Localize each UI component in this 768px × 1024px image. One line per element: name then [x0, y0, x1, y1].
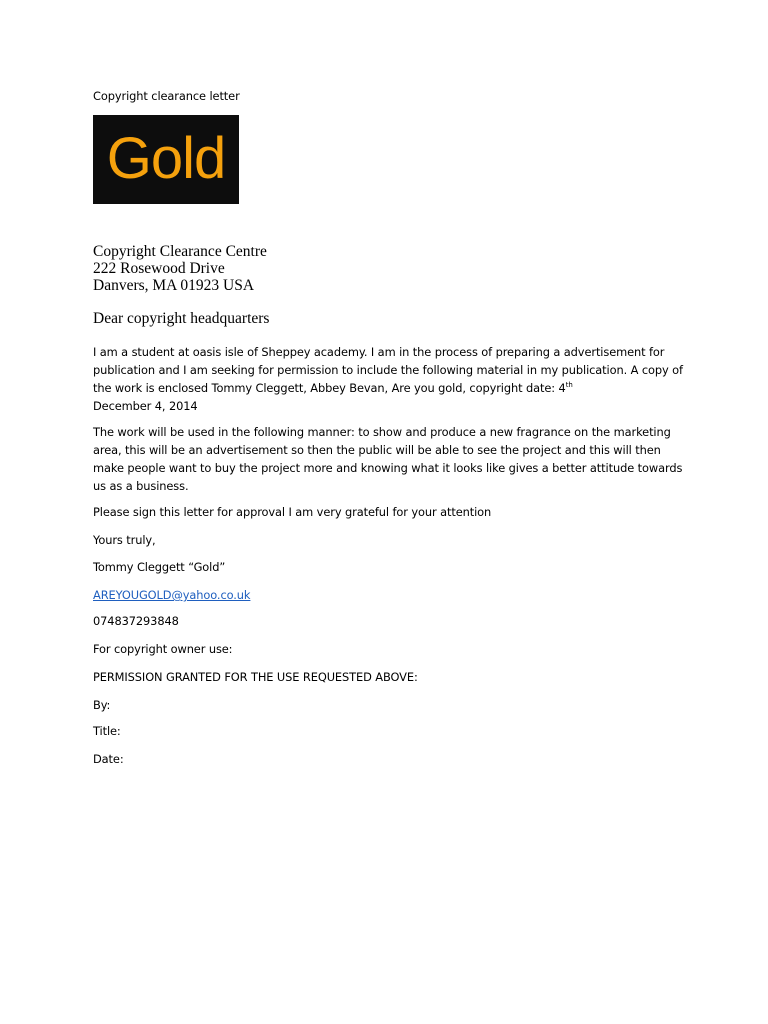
owner-use-label: For copyright owner use:: [93, 642, 233, 656]
title-field-label: Title:: [93, 724, 121, 738]
address-line-1: Copyright Clearance Centre: [93, 243, 267, 260]
date-superscript: th: [565, 381, 573, 389]
closing: Yours truly,: [93, 533, 156, 547]
request-date-line: December 4, 2014: [93, 399, 198, 413]
permission-granted-label: PERMISSION GRANTED FOR THE USE REQUESTED ABOVE:: [93, 670, 418, 684]
address-line-3: Danvers, MA 01923 USA: [93, 277, 255, 294]
salutation: Dear copyright headquarters: [93, 310, 270, 327]
document-title: Copyright clearance letter: [93, 89, 240, 103]
by-field-label: By:: [93, 698, 111, 712]
email-link[interactable]: AREYOUGOLD@yahoo.co.uk: [93, 588, 251, 602]
date-field-label: Date:: [93, 752, 124, 766]
request-paragraph: [93, 343, 683, 415]
logo-text: Gold: [106, 125, 226, 191]
address-line-2: 222 Rosewood Drive: [93, 260, 225, 277]
approval-request: Please sign this letter for approval I am very grateful for your attention: [93, 505, 492, 519]
usage-paragraph: The work will be used in the following manner: to show and produce a new fragrance on the marketing area, this will be an advertisement so then the public will be able to see the project and this will then make people want to buy the project more and knowing what it looks like gives a better attitude towards us as a business.: [93, 425, 683, 493]
sender-name: Tommy Cleggett “Gold”: [93, 560, 226, 574]
phone-number: 074837293848: [93, 614, 179, 628]
request-paragraph-text: I am a student at oasis isle of Sheppey academy. I am in the process of preparing a advertisement for publication and I am seeking for permission to include the following material in my publication. A copy of the work is enclosed Tommy Cleggett, Abbey Bevan, Are you gold, copyright date: 4: [93, 345, 683, 395]
recipient-address: [93, 243, 267, 294]
gold-logo: [93, 115, 239, 204]
